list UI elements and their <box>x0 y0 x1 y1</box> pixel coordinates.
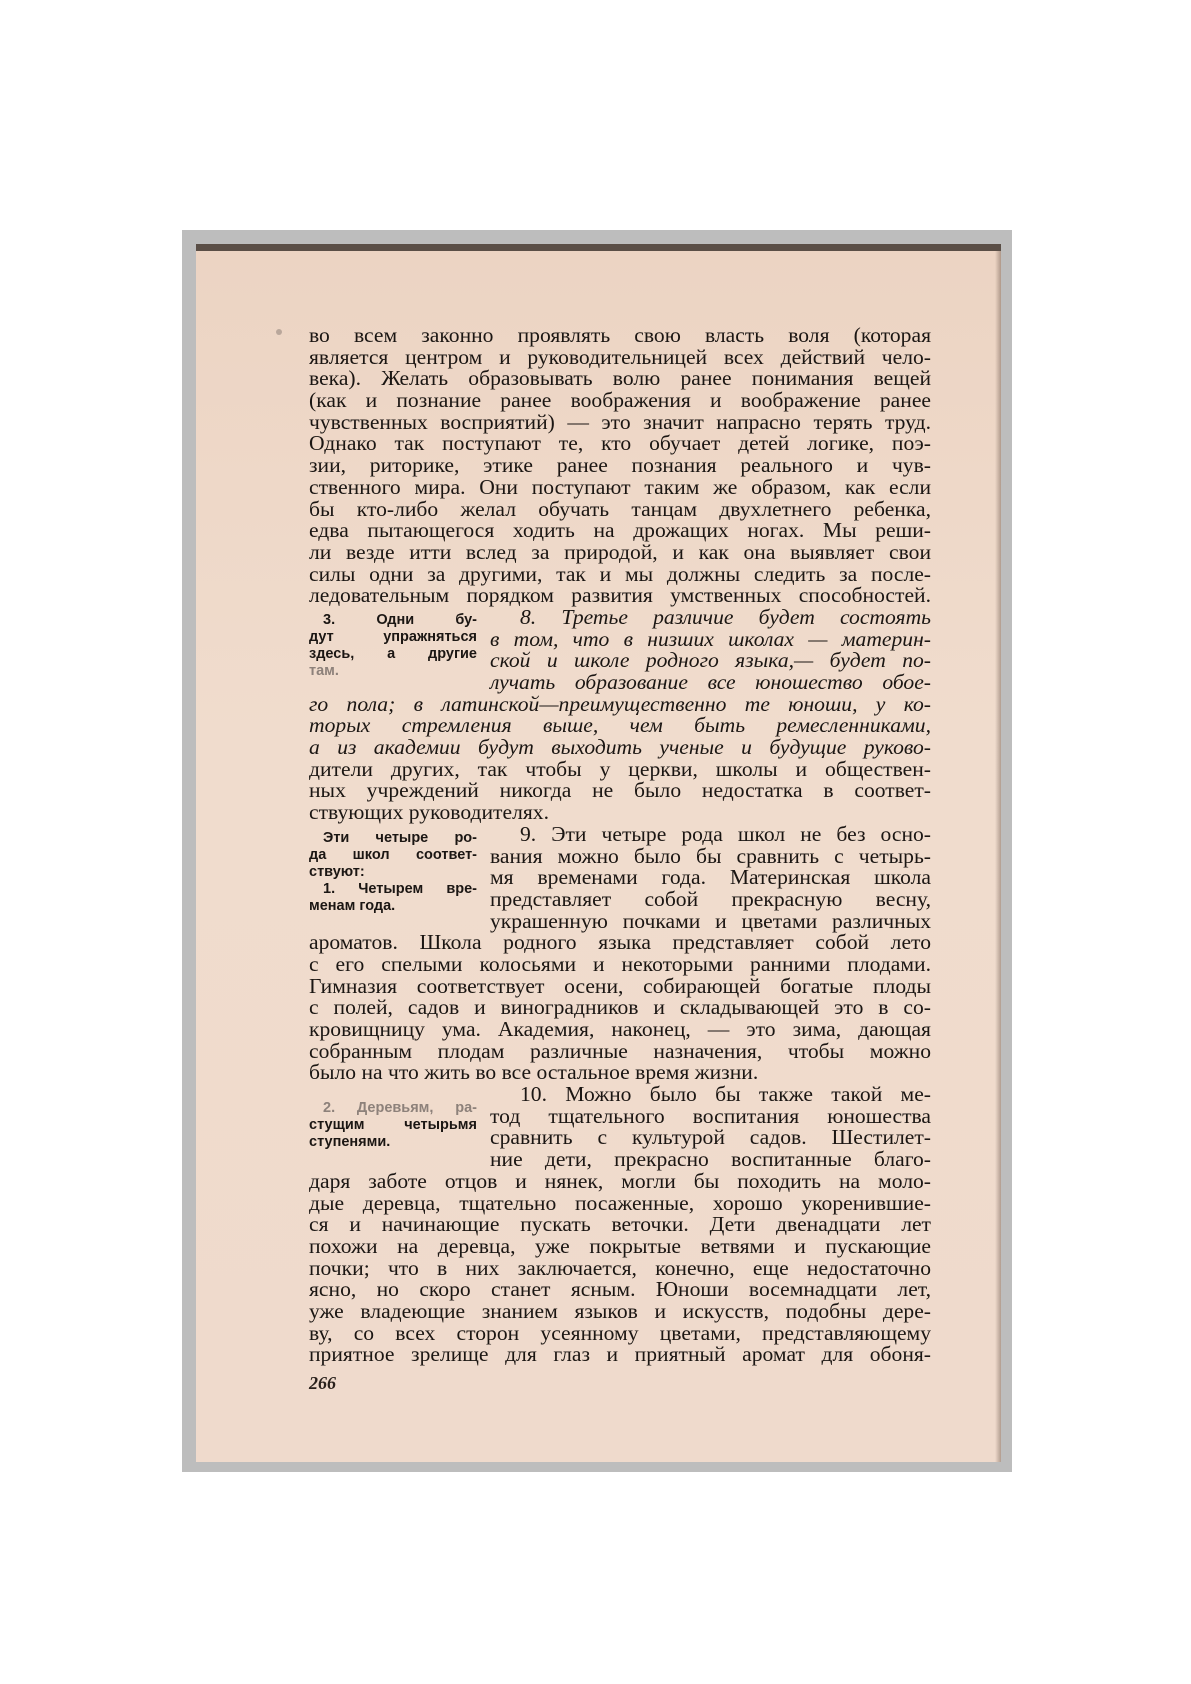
text-line: торых стремления выше, чем быть ремесленниками, <box>309 713 931 738</box>
page-text <box>309 325 931 1366</box>
text-line: даря заботе отцов и нянек, могли бы походить на моло- <box>309 1168 931 1193</box>
text-line: го пола; в латинской—преимущественно те юноши, у ко- <box>309 691 931 716</box>
text-line: 10. Можно было бы также такой ме- <box>520 1082 931 1107</box>
text-line: ся и начинающие пускать веточки. Дети двенадцати лет <box>309 1212 931 1237</box>
text-line: ствующих руководителях. <box>309 800 549 825</box>
text-line: дые деревца, тщательно посаженные, хорошо укоренившие- <box>309 1190 931 1215</box>
text-line: было на что жить во все остальное время жизни. <box>309 1060 759 1085</box>
opening-paragraph <box>309 325 931 607</box>
text-line: ской и школе родного языка,— будет по- <box>490 648 931 673</box>
text-line: собранным плодам различные назначения, чтобы можно <box>309 1038 931 1063</box>
note-line: ступенями. <box>309 1134 391 1151</box>
text-line: Гимназия соответствует осени, собирающей богатые плоды <box>309 973 931 998</box>
text-line: бы кто-либо желал обучать танцам двухлетнего ребенка, <box>309 496 931 521</box>
text-line: ароматов. Школа родного языка представляет собой лето <box>309 930 931 955</box>
text-line: ледовательным порядком развития умственных способностей. <box>309 583 931 608</box>
text-line: едва пытающегося ходить на дрожащих ногах. Мы реши- <box>309 518 931 543</box>
text-line: представляет собой прекрасную весну, <box>490 886 931 911</box>
margin-dot <box>276 329 282 335</box>
text-line: чувственных восприятий) — это значит напрасно терять труд. <box>309 409 931 434</box>
text-line: в том, что в низших школах — материн- <box>490 626 931 651</box>
note-line: Эти четыре ро- <box>323 829 477 846</box>
text-line: ясно, но скоро станет ясным. Юноши восемнадцати лет, <box>309 1277 931 1302</box>
book-page <box>196 244 1001 1462</box>
text-line: (как и познание ранее воображения и воображение ранее <box>309 388 931 413</box>
paragraph-8 <box>309 604 931 825</box>
text-line: кровищницу ума. Академия, наконец, — это зима, дающая <box>309 1017 931 1041</box>
margin-note-3 <box>309 612 477 680</box>
text-line: является центром и руководительницей всех действий чело- <box>309 344 931 369</box>
note-line: дут упражняться <box>309 628 477 645</box>
text-line: уже владеющие знанием языков и искусств, подобны дере- <box>309 1298 931 1323</box>
note-line: стущим четырьмя <box>309 1117 477 1134</box>
text-line: украшенную почками и цветами различных <box>490 908 931 933</box>
note-line: там. <box>309 662 339 679</box>
text-line: дители других, так чтобы у церкви, школы и обществен- <box>309 756 931 781</box>
text-line: а из академии будут выходить ученые и будущие руково- <box>309 735 931 760</box>
text-line: вания можно было бы сравнить с четырь- <box>490 843 931 868</box>
text-line: похожи на деревца, уже покрытые ветвями и пускающие <box>309 1233 931 1258</box>
text-line: приятное зрелище для глаз и приятный аромат для обоня- <box>309 1342 931 1367</box>
note-line: менам года. <box>309 897 396 914</box>
text-line: 8. Третье различие будет состоять <box>520 604 931 629</box>
paragraph-10 <box>309 1084 931 1366</box>
text-line: ных учреждений никогда не было недостатка в соответ- <box>309 778 931 803</box>
text-line: с полей, садов и виноградников и складывающей это в со- <box>309 995 931 1020</box>
paragraph-9 <box>309 821 931 1085</box>
text-line: тод тщательного воспитания юношества <box>490 1103 931 1128</box>
text-line: 9. Эти четыре рода школ не без осно- <box>520 821 931 846</box>
text-line: ственного мира. Они поступают таким же образом, как если <box>309 474 931 499</box>
text-line: Однако так поступают те, кто обучает детей логике, поэ- <box>309 431 931 456</box>
note-line: 1. Четырем вре- <box>323 880 477 897</box>
page-number: 266 <box>309 1373 336 1393</box>
text-line: лучать образование все юношество обое- <box>490 670 931 694</box>
text-line: ние дети, прекрасно воспитанные благо- <box>490 1147 931 1172</box>
note-line: 2. Деревьям, ра- <box>323 1100 477 1117</box>
text-line: века). Желать образовывать волю ранее понимания вещей <box>309 366 931 391</box>
text-line: с его спелыми колосьями и некоторыми ранними плодами. <box>309 951 931 976</box>
text-line: ли везде итти вслед за природой, и как она выявляет свои <box>309 539 931 564</box>
text-line: силы одни за другими, так и мы должны следить за после- <box>309 561 931 586</box>
margin-note-trees <box>309 1100 477 1151</box>
text-line: сравнить с культурой садов. Шестилет- <box>490 1125 931 1150</box>
note-line: ствуют: <box>309 863 365 880</box>
margin-note-seasons <box>309 830 477 915</box>
note-line: 3. Одни бу- <box>323 611 477 628</box>
text-line: мя временами года. Материнская школа <box>490 865 931 890</box>
text-line: ву, со всех сторон усеянному цветами, представляющему <box>309 1320 931 1345</box>
note-line: здесь, а другие <box>309 645 477 662</box>
text-line: во всем законно проявлять свою власть воля (которая <box>309 323 931 347</box>
text-line: зии, риторике, этике ранее познания реального и чув- <box>309 453 931 478</box>
text-line: почки; что в них заключается, конечно, еще недостаточно <box>309 1255 931 1280</box>
note-line: да школ соответ- <box>309 846 477 863</box>
